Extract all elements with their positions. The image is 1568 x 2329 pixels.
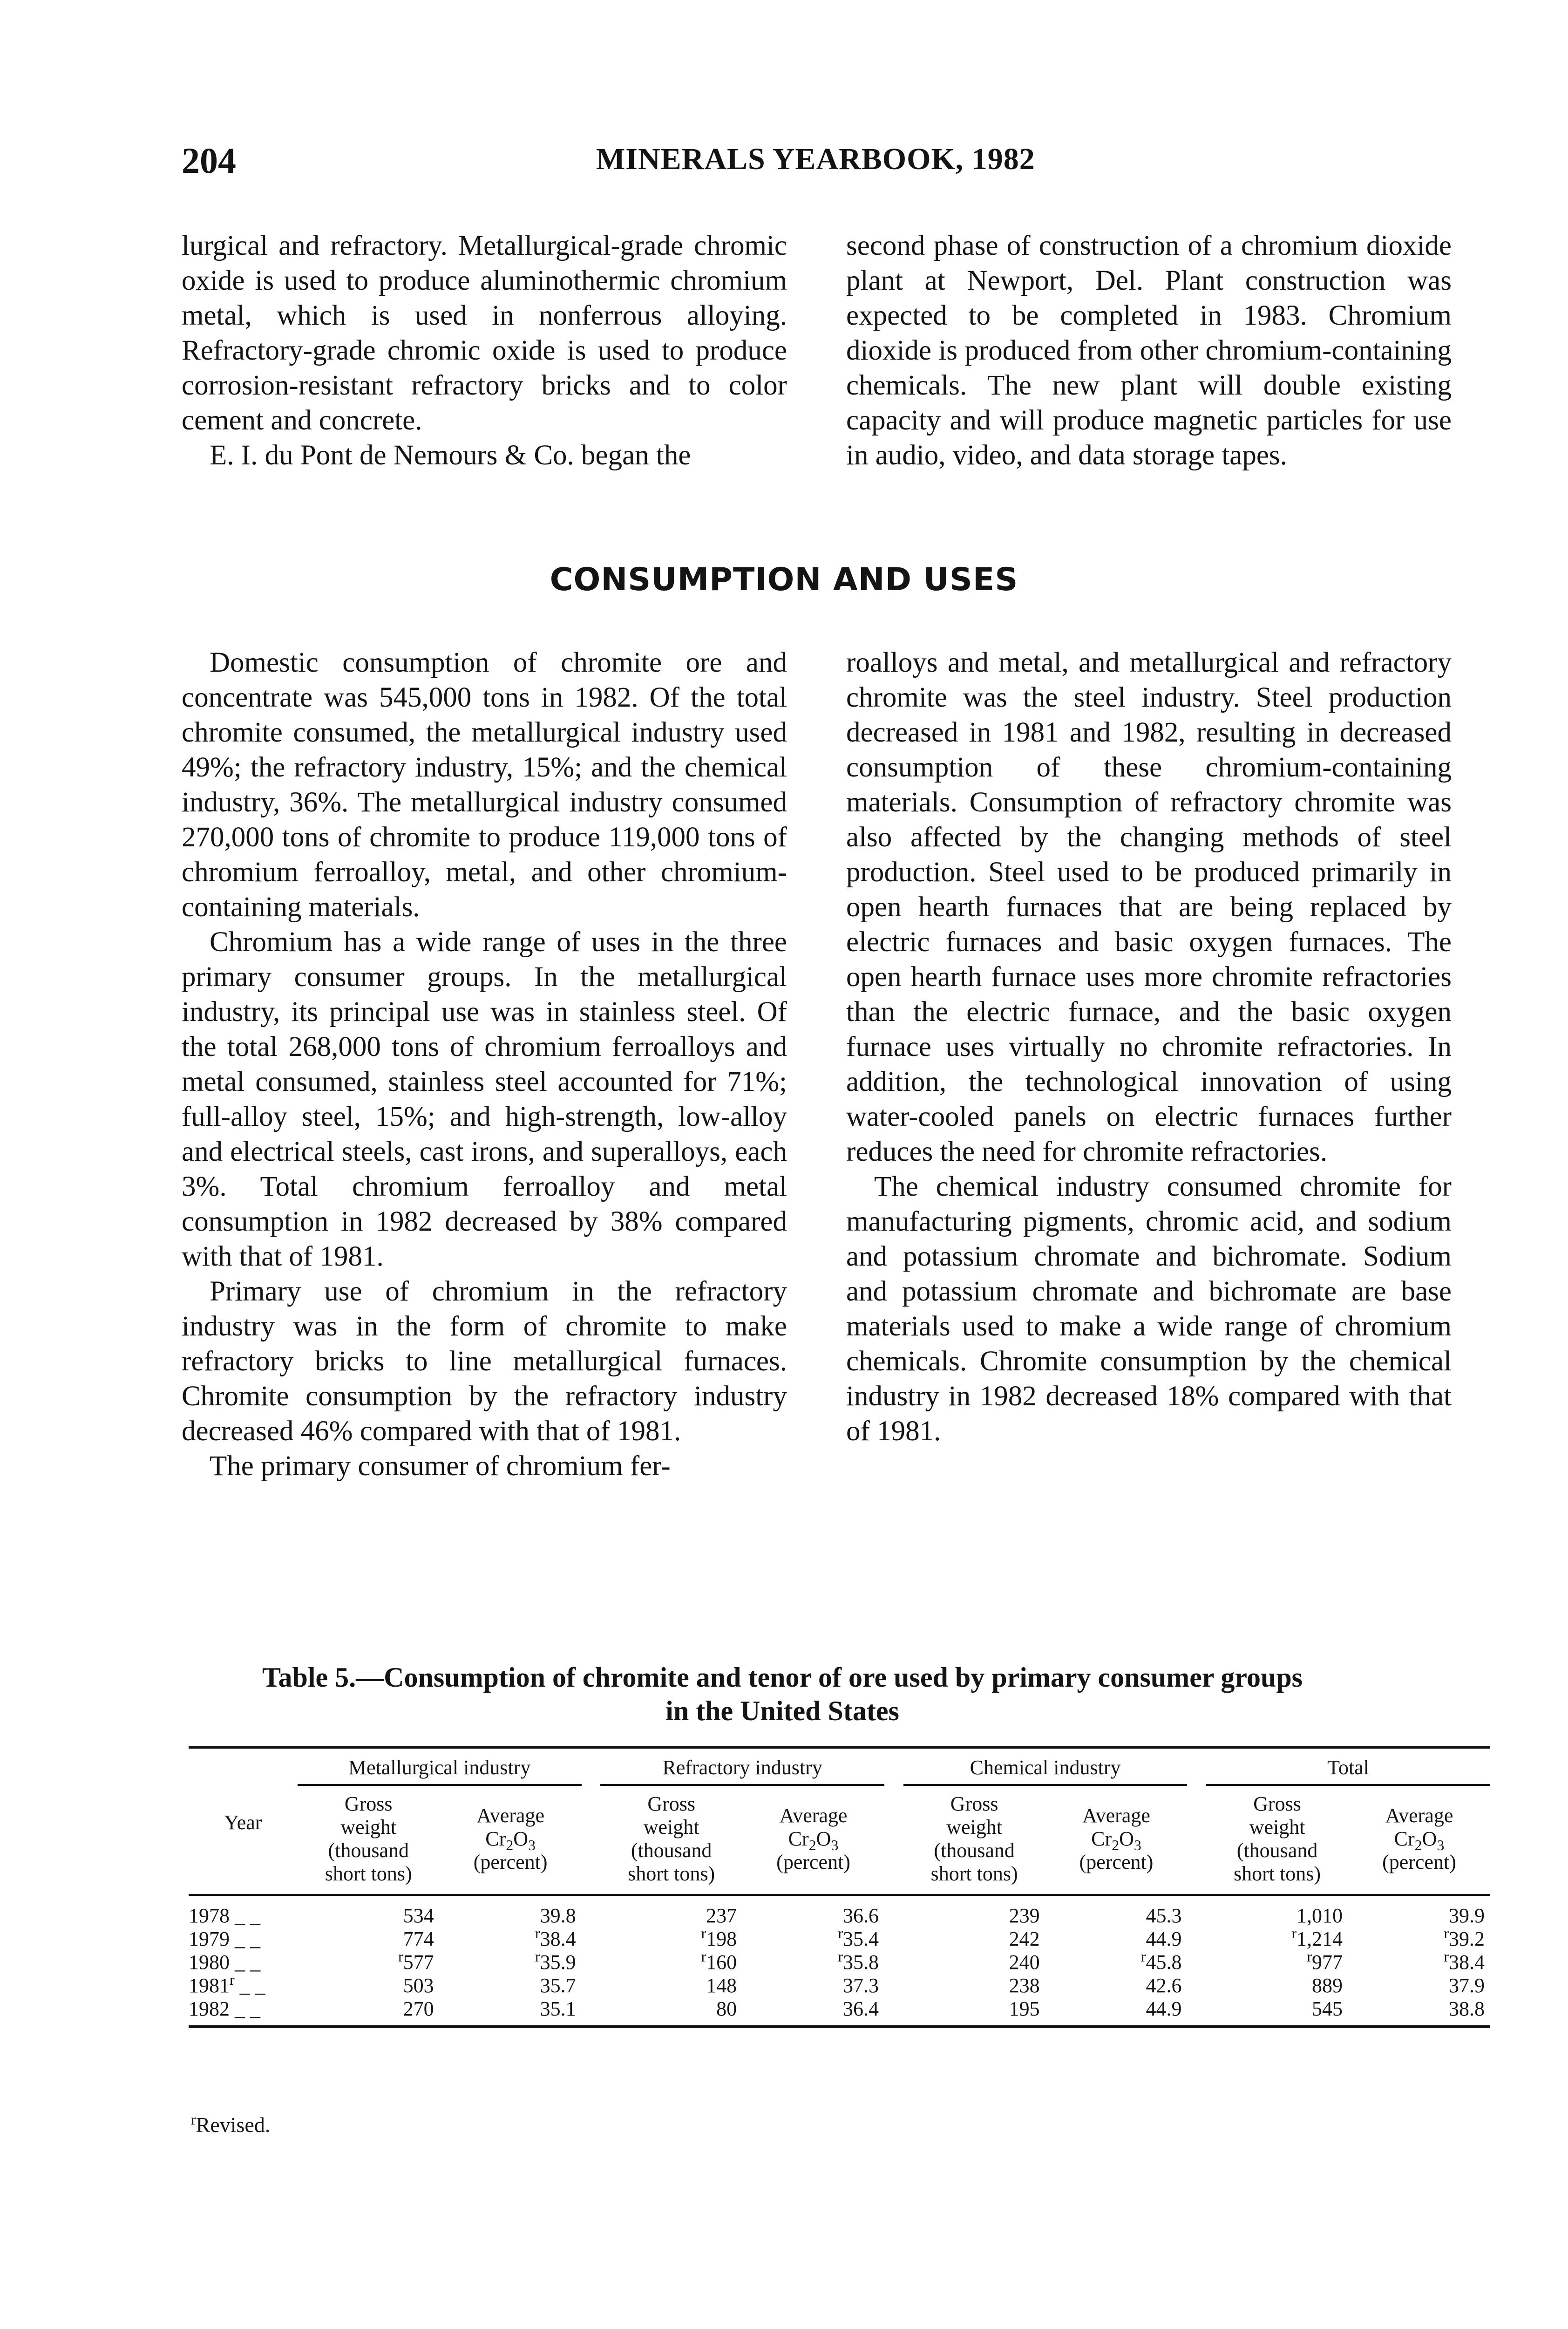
average-cr2o3-cell bbox=[742, 1895, 884, 1927]
header-line: (thousand bbox=[934, 1839, 1015, 1862]
cell-value: 195 bbox=[1009, 1997, 1040, 2020]
gross-weight-cell bbox=[1206, 1997, 1348, 2027]
gross-weight-cell bbox=[1206, 1927, 1348, 1951]
consumption-table bbox=[189, 1746, 1490, 2028]
footnote-text: Revised. bbox=[196, 2113, 271, 2137]
cell-value: 44.9 bbox=[1146, 1997, 1182, 2020]
cell-value: 577 bbox=[403, 1951, 434, 1974]
gross-weight-header bbox=[600, 1785, 742, 1895]
cell-value: 38.4 bbox=[1449, 1951, 1485, 1974]
header-line: Average bbox=[1385, 1804, 1453, 1827]
table-caption-line: Table 5.—Consumption of chromite and tenor of ore used by primary consumer groups bbox=[262, 1662, 1303, 1693]
gross-weight-cell bbox=[298, 1948, 440, 1974]
cell-value: 242 bbox=[1009, 1927, 1040, 1950]
table-caption bbox=[177, 1661, 1388, 1728]
table-row bbox=[189, 1895, 1490, 1927]
formula-element: O bbox=[1119, 1827, 1134, 1850]
cell-value: 35.1 bbox=[540, 1997, 576, 2020]
average-cr2o3-cell bbox=[440, 1927, 582, 1951]
year-value: 1979 _ _ bbox=[189, 1927, 260, 1950]
section-heading: CONSUMPTION AND USES bbox=[550, 561, 1018, 598]
formula-subscript: 3 bbox=[1437, 1836, 1445, 1853]
cell-value: 1,214 bbox=[1296, 1927, 1343, 1950]
gross-weight-cell bbox=[903, 1927, 1045, 1951]
formula-element: Cr bbox=[1394, 1827, 1415, 1850]
revised-mark: r bbox=[838, 1948, 843, 1965]
year-cell bbox=[189, 1927, 298, 1951]
paragraph: E. I. du Pont de Nemours & Co. began the bbox=[210, 440, 691, 471]
paragraph: The primary consumer of chromium fer- bbox=[210, 1451, 671, 1482]
cell-value: 240 bbox=[1009, 1951, 1040, 1974]
average-cr2o3-cell bbox=[742, 1927, 884, 1951]
average-cr2o3-cell bbox=[742, 1997, 884, 2027]
cell-value: 39.9 bbox=[1449, 1904, 1485, 1927]
header-line: Average bbox=[1082, 1804, 1150, 1827]
cell-value: 160 bbox=[706, 1951, 737, 1974]
header-line: Gross bbox=[647, 1792, 695, 1815]
cell-value: 534 bbox=[403, 1904, 434, 1927]
paragraph: Chromium has a wide range of uses in the three primary consumer groups. In the metallurgical industry, its principal use was in stainless steel. Of the total 268,000 tons of chromium ferroalloys and metal consumed, stainless steel accounted for 71%; full-alloy steel, 15%; and high-strength, low-alloy and electrical steels, cast irons, and superalloys, each 3%. Total chromium ferroalloy and metal consumption in 1982 decreased by 38% compared with that of 1981. bbox=[182, 926, 787, 1272]
paragraph: The chemical industry consumed chromite for manufacturing pigments, chromic acid, and sodium and potassium chromate and bichromate. Sodium and potassium chromate and bichromate are base materials used to make a wide range of chromium chemicals. Chromite consumption by the chemical industry in 1982 decreased 18% compared with that of 1981. bbox=[846, 1171, 1452, 1447]
header-line: weight bbox=[340, 1816, 397, 1839]
cell-value: 38.8 bbox=[1449, 1997, 1485, 2020]
group-header-total: Total bbox=[1206, 1747, 1490, 1785]
year-value: 1978 _ _ bbox=[189, 1904, 260, 1927]
revised-mark: r bbox=[398, 1948, 403, 1965]
formula-element: O bbox=[816, 1827, 831, 1850]
average-cr2o3-cell bbox=[742, 1974, 884, 1997]
year-cell bbox=[189, 1971, 298, 1997]
gross-weight-cell bbox=[298, 1974, 440, 1997]
running-title: MINERALS YEARBOOK, 1982 bbox=[596, 142, 1035, 176]
running-header bbox=[182, 140, 1402, 191]
revised-mark: r bbox=[1444, 1925, 1449, 1941]
cell-value: 977 bbox=[1312, 1951, 1343, 1974]
average-cr2o3-cell bbox=[1045, 1974, 1188, 1997]
gross-weight-cell bbox=[903, 1997, 1045, 2027]
gross-weight-cell bbox=[903, 1895, 1045, 1927]
formula-subscript: 2 bbox=[1414, 1836, 1422, 1853]
gross-weight-cell bbox=[298, 1927, 440, 1951]
formula-cr2o3 bbox=[745, 1827, 882, 1851]
formula-cr2o3 bbox=[1048, 1827, 1185, 1851]
average-cr2o3-cell bbox=[440, 1974, 582, 1997]
average-cr2o3-header bbox=[742, 1785, 884, 1895]
header-line: short tons) bbox=[930, 1862, 1018, 1885]
paragraph: Domestic consumption of chromite ore and concentrate was 545,000 tons in 1982. Of the total chromite consumed, the metallurgical industry used 49%; the refractory industry, 15%; and the chemical industry, 36%. The metallurgical industry consumed 270,000 tons of chromite to produce 119,000 tons of chromium ferroalloy, metal, and other chromium-containing materials. bbox=[182, 647, 787, 923]
revised-mark: r bbox=[230, 1971, 235, 1988]
table-row bbox=[189, 1974, 1490, 1997]
average-cr2o3-cell bbox=[1045, 1927, 1188, 1951]
cell-value: 270 bbox=[403, 1997, 434, 2020]
header-line: Average bbox=[779, 1804, 848, 1827]
cell-value: 39.2 bbox=[1449, 1927, 1485, 1950]
average-cr2o3-cell bbox=[1045, 1895, 1188, 1927]
gross-weight-cell bbox=[600, 1927, 742, 1951]
header-line: (thousand bbox=[1236, 1839, 1318, 1862]
table-row bbox=[189, 1951, 1490, 1974]
header-line: short tons) bbox=[325, 1862, 412, 1885]
formula-cr2o3 bbox=[442, 1827, 579, 1851]
cell-value: 1,010 bbox=[1296, 1904, 1343, 1927]
cell-value: 35.9 bbox=[540, 1951, 576, 1974]
group-header-refractory: Refractory industry bbox=[600, 1747, 884, 1785]
header-line: Gross bbox=[344, 1792, 393, 1815]
gross-weight-cell bbox=[298, 1895, 440, 1927]
gross-weight-cell bbox=[298, 1997, 440, 2027]
revised-mark: r bbox=[535, 1948, 540, 1965]
gross-weight-cell bbox=[903, 1951, 1045, 1974]
header-line: (thousand bbox=[631, 1839, 712, 1862]
header-line: (percent) bbox=[473, 1851, 548, 1873]
cell-value: 35.4 bbox=[843, 1927, 879, 1950]
header-line: Average bbox=[476, 1804, 544, 1827]
table-row bbox=[189, 1997, 1490, 2027]
average-cr2o3-header bbox=[1045, 1785, 1188, 1895]
average-cr2o3-cell bbox=[1348, 1895, 1490, 1927]
header-line: Gross bbox=[1253, 1792, 1301, 1815]
average-cr2o3-cell bbox=[1045, 1997, 1188, 2027]
cell-value: 45.8 bbox=[1146, 1951, 1182, 1974]
formula-subscript: 2 bbox=[506, 1836, 514, 1853]
year-leader: _ _ bbox=[234, 1974, 265, 1997]
revised-mark: r bbox=[701, 1925, 706, 1941]
year-cell bbox=[189, 1997, 298, 2027]
group-header-metallurgical: Metallurgical industry bbox=[298, 1747, 582, 1785]
cell-value: 36.4 bbox=[843, 1997, 879, 2020]
header-line: (percent) bbox=[1382, 1851, 1456, 1873]
cell-value: 42.6 bbox=[1146, 1974, 1182, 1997]
paragraph: Primary use of chromium in the refractory industry was in the form of chromite to make refractory bricks to line metallurgical furnaces. Chromite consumption by the refractory industry decreased 46% compared with that of 1981. bbox=[182, 1276, 787, 1447]
average-cr2o3-cell bbox=[440, 1997, 582, 2027]
average-cr2o3-cell bbox=[1348, 1997, 1490, 2027]
average-cr2o3-cell bbox=[440, 1895, 582, 1927]
average-cr2o3-header bbox=[440, 1785, 582, 1895]
paragraph: roalloys and metal, and metallurgical and refractory chromite was the steel industry. Steel production decreased in 1981 and 1982, resulting in decreased consumption of these chromium-containing materials. Consumption of refractory chromite was also affected by the changing methods of steel production. Steel used to be produced primarily in open hearth furnaces that are being replaced by electric furnaces and basic oxygen furnaces. The open hearth furnace uses more chromite refractories than the electric furnace, and the basic oxygen furnace uses virtually no chromite refractories. In addition, the technological innovation of using water-cooled panels on electric furnaces further reduces the need for chromite refractories. bbox=[846, 647, 1452, 1167]
header-line: weight bbox=[1249, 1816, 1305, 1839]
cell-value: 37.3 bbox=[843, 1974, 879, 1997]
intro-column-left bbox=[182, 228, 787, 473]
cell-value: 198 bbox=[706, 1927, 737, 1950]
average-cr2o3-cell bbox=[440, 1948, 582, 1974]
average-cr2o3-header bbox=[1348, 1785, 1490, 1895]
formula-element: Cr bbox=[788, 1827, 809, 1850]
intro-column-right bbox=[846, 228, 1452, 473]
formula-subscript: 3 bbox=[831, 1836, 839, 1853]
year-cell bbox=[189, 1895, 298, 1927]
gross-weight-cell bbox=[600, 1948, 742, 1974]
year-value: 1982 _ _ bbox=[189, 1997, 260, 2020]
revised-mark: r bbox=[191, 2111, 196, 2128]
cell-value: 39.8 bbox=[540, 1904, 576, 1927]
table-caption-line: in the United States bbox=[665, 1696, 899, 1726]
revised-mark: r bbox=[701, 1948, 706, 1965]
gross-weight-cell bbox=[600, 1997, 742, 2027]
formula-element: Cr bbox=[485, 1827, 506, 1850]
average-cr2o3-cell bbox=[1045, 1948, 1188, 1974]
cell-value: 889 bbox=[1312, 1974, 1343, 1997]
average-cr2o3-cell bbox=[1348, 1927, 1490, 1951]
header-line: Gross bbox=[950, 1792, 998, 1815]
header-line: (percent) bbox=[1079, 1851, 1154, 1873]
year-cell bbox=[189, 1951, 298, 1974]
cell-value: 44.9 bbox=[1146, 1927, 1182, 1950]
average-cr2o3-cell bbox=[1348, 1948, 1490, 1974]
cell-value: 239 bbox=[1009, 1904, 1040, 1927]
paragraph: lurgical and refractory. Metallurgical-grade chromic oxide is used to produce aluminothermic chromium metal, which is used in nonferrous alloying. Refractory-grade chromic oxide is used to produce corrosion-resistant refractory bricks and to color cement and concrete. bbox=[182, 230, 787, 436]
formula-subscript: 2 bbox=[808, 1836, 816, 1853]
formula-subscript: 3 bbox=[1134, 1836, 1141, 1853]
year-column-header: Year bbox=[189, 1747, 298, 1895]
header-line: short tons) bbox=[1234, 1862, 1321, 1885]
year-value: 1981 bbox=[189, 1974, 230, 1997]
cell-value: 503 bbox=[403, 1974, 434, 1997]
average-cr2o3-cell bbox=[742, 1948, 884, 1974]
header-line: weight bbox=[946, 1816, 1002, 1839]
formula-subscript: 2 bbox=[1112, 1836, 1120, 1853]
cell-value: 237 bbox=[706, 1904, 737, 1927]
cell-value: 45.3 bbox=[1146, 1904, 1182, 1927]
paragraph: second phase of construction of a chromium dioxide plant at Newport, Del. Plant construction was expected to be completed in 1983. Chromium dioxide is produced from other chromium-containing chemicals. The new plant will double existing capacity and will produce magnetic particles for use in audio, video, and data storage tapes. bbox=[846, 230, 1452, 471]
gross-weight-cell bbox=[1206, 1948, 1348, 1974]
cell-value: 774 bbox=[403, 1927, 434, 1950]
year-value: 1980 _ _ bbox=[189, 1951, 260, 1974]
formula-element: O bbox=[513, 1827, 528, 1850]
average-cr2o3-cell bbox=[1348, 1974, 1490, 1997]
table-footnote bbox=[191, 2112, 270, 2137]
gross-weight-header bbox=[298, 1785, 440, 1895]
formula-element: O bbox=[1422, 1827, 1437, 1850]
revised-mark: r bbox=[535, 1925, 540, 1941]
cell-value: 80 bbox=[716, 1997, 737, 2020]
body-column-left bbox=[182, 645, 787, 1484]
table-row bbox=[189, 1927, 1490, 1951]
header-line: (percent) bbox=[776, 1851, 850, 1873]
cell-value: 545 bbox=[1312, 1997, 1343, 2020]
gross-weight-cell bbox=[1206, 1895, 1348, 1927]
revised-mark: r bbox=[1140, 1948, 1146, 1965]
gross-weight-header bbox=[903, 1785, 1045, 1895]
header-line: (thousand bbox=[328, 1839, 409, 1862]
revised-mark: r bbox=[1444, 1948, 1449, 1965]
revised-mark: r bbox=[838, 1925, 843, 1941]
cell-value: 35.8 bbox=[843, 1951, 879, 1974]
header-line: short tons) bbox=[628, 1862, 715, 1885]
page-number: 204 bbox=[182, 140, 236, 181]
cell-value: 238 bbox=[1009, 1974, 1040, 1997]
group-header-chemical: Chemical industry bbox=[903, 1747, 1188, 1785]
revised-mark: r bbox=[1307, 1948, 1312, 1965]
formula-cr2o3 bbox=[1351, 1827, 1487, 1851]
revised-mark: r bbox=[1291, 1925, 1297, 1941]
gross-weight-cell bbox=[1206, 1974, 1348, 1997]
body-column-right bbox=[846, 645, 1452, 1449]
gross-weight-cell bbox=[600, 1974, 742, 1997]
gross-weight-cell bbox=[903, 1974, 1045, 1997]
gross-weight-header bbox=[1206, 1785, 1348, 1895]
cell-value: 36.6 bbox=[843, 1904, 879, 1927]
cell-value: 35.7 bbox=[540, 1974, 576, 1997]
cell-value: 148 bbox=[706, 1974, 737, 1997]
gross-weight-cell bbox=[600, 1895, 742, 1927]
formula-subscript: 3 bbox=[528, 1836, 536, 1853]
cell-value: 38.4 bbox=[540, 1927, 576, 1950]
formula-element: Cr bbox=[1091, 1827, 1112, 1850]
cell-value: 37.9 bbox=[1449, 1974, 1485, 1997]
header-line: weight bbox=[643, 1816, 699, 1839]
